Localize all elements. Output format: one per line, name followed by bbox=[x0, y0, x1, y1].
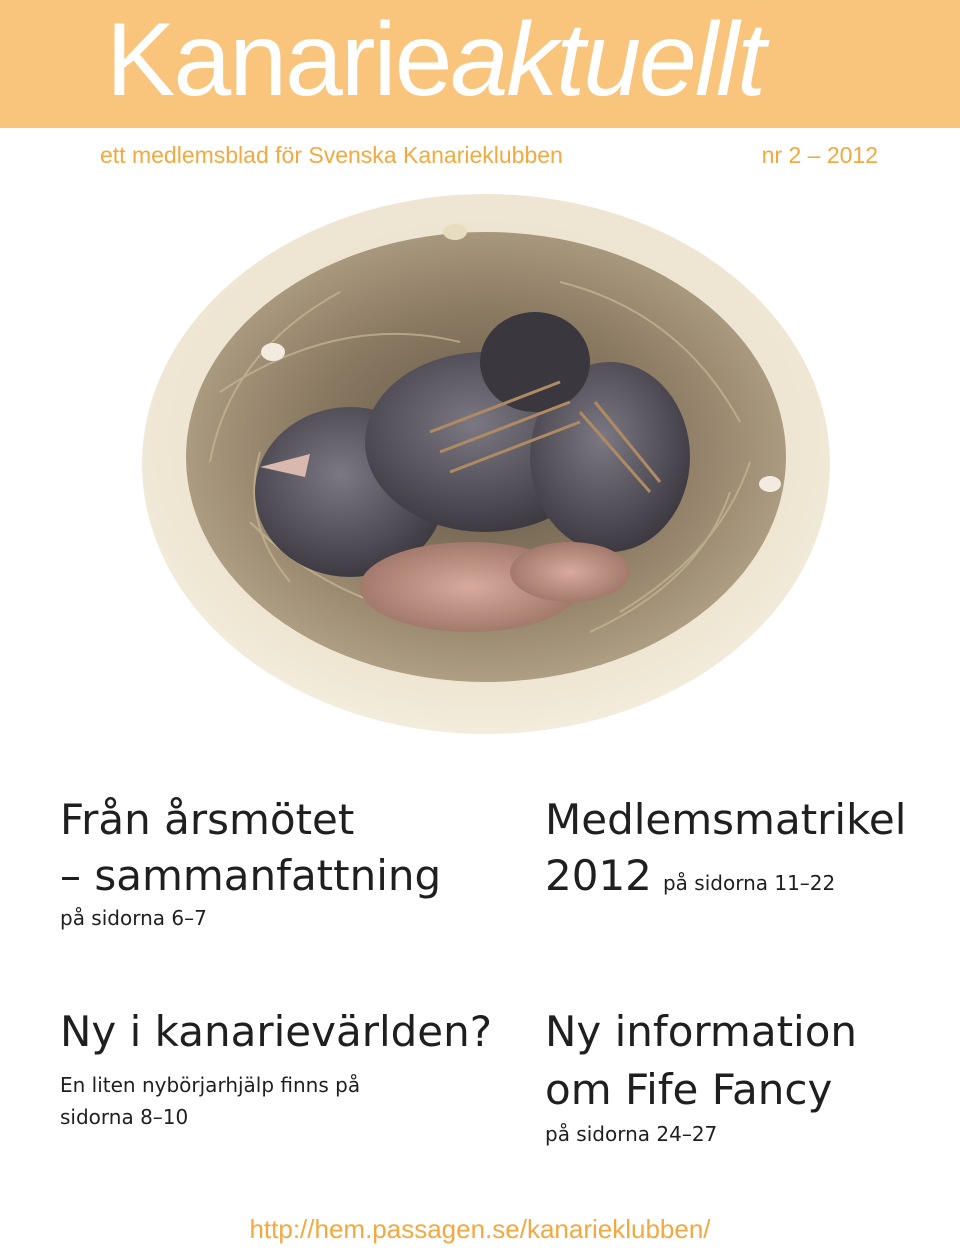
masthead-title bbox=[106, 2, 764, 118]
headline-fife-1: Ny information bbox=[545, 1007, 858, 1056]
headline-matrikel-1: Medlemsmatrikel bbox=[545, 795, 907, 844]
issue-number: nr 2 – 2012 bbox=[761, 142, 878, 168]
eggshell-fragment-2 bbox=[759, 476, 781, 492]
headline-matrikel-2: 2012 bbox=[545, 851, 652, 900]
desc-kanarievarlden-2: sidorna 8–10 bbox=[60, 1105, 189, 1129]
headline-matrikel-2-row bbox=[545, 850, 835, 902]
cover-photo-nest-chicks bbox=[140, 192, 832, 737]
footer-url-link[interactable]: http://hem.passagen.se/kanarieklubben/ bbox=[249, 1214, 711, 1244]
pages-fife: på sidorna 24–27 bbox=[545, 1122, 718, 1146]
masthead bbox=[0, 0, 960, 128]
pages-matrikel: på sidorna 11–22 bbox=[662, 871, 836, 895]
headline-arsmotet-2: – sammanfattning bbox=[60, 851, 442, 900]
desc-kanarievarlden-1: En liten nybörjarhjälp finns på bbox=[60, 1073, 361, 1097]
headline-fife-2: om Fife Fancy bbox=[545, 1065, 833, 1114]
title-italic: aktuellt bbox=[450, 2, 764, 118]
pages-arsmotet: på sidorna 6–7 bbox=[60, 906, 207, 930]
title-plain: Kanarie bbox=[106, 2, 451, 118]
headline-arsmotet-1: Från årsmötet bbox=[60, 795, 355, 844]
chick-back bbox=[480, 312, 590, 412]
eggshell-fragment bbox=[261, 343, 285, 361]
headline-kanarievarlden: Ny i kanarievärlden? bbox=[60, 1007, 493, 1056]
tagline: ett medlemsblad för Svenska Kanarieklubben bbox=[100, 142, 563, 168]
chick-pink-belly-2 bbox=[510, 542, 630, 602]
eggshell-fragment-3 bbox=[443, 224, 467, 240]
